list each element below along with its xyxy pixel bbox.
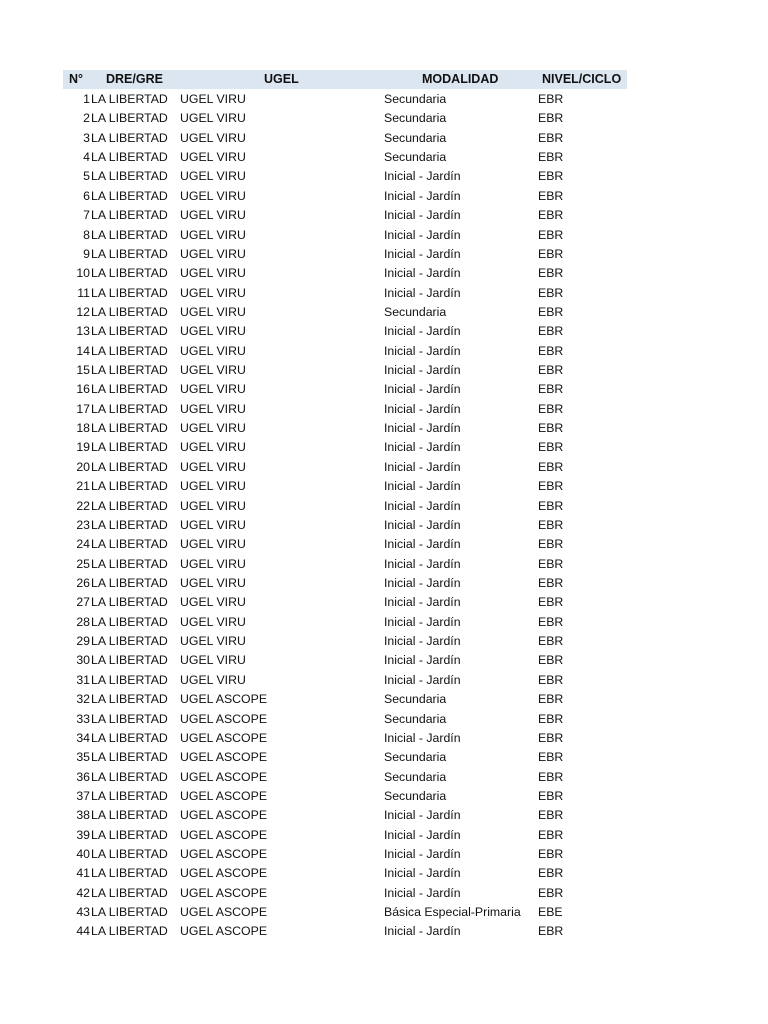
cell-nivel-ciclo: EBR — [538, 769, 564, 784]
cell-nivel-ciclo: EBR — [538, 653, 564, 668]
cell-nivel-ciclo: EBR — [538, 924, 564, 939]
cell-modalidad: Inicial - Jardín — [384, 517, 461, 532]
cell-dre-gre: LA LIBERTAD — [91, 517, 168, 532]
cell-ugel: UGEL VIRU — [180, 517, 246, 532]
cell-dre-gre: LA LIBERTAD — [91, 111, 168, 126]
cell-num: 8 — [83, 227, 90, 242]
cell-dre-gre: LA LIBERTAD — [91, 92, 168, 106]
cell-num: 43 — [76, 905, 90, 920]
cell-nivel-ciclo: EBR — [538, 324, 564, 339]
cell-num: 30 — [76, 653, 90, 668]
cell-modalidad: Inicial - Jardín — [384, 285, 461, 300]
cell-num: 40 — [76, 847, 90, 862]
cell-modalidad: Inicial - Jardín — [384, 459, 461, 474]
cell-ugel: UGEL ASCOPE — [180, 730, 268, 745]
cell-num: 26 — [76, 575, 90, 590]
cell-ugel: UGEL ASCOPE — [180, 769, 268, 784]
table-row — [63, 263, 627, 282]
cell-num: 28 — [76, 614, 90, 629]
cell-modalidad: Inicial - Jardín — [384, 363, 461, 378]
table-row — [63, 360, 627, 379]
cell-ugel: UGEL ASCOPE — [180, 692, 268, 707]
cell-num: 29 — [76, 634, 90, 649]
table-row — [63, 631, 627, 650]
cell-modalidad: Inicial - Jardín — [384, 266, 461, 281]
cell-modalidad: Inicial - Jardín — [384, 537, 461, 552]
cell-modalidad: Inicial - Jardín — [384, 827, 461, 842]
table-row — [63, 612, 627, 631]
cell-num: 20 — [76, 459, 90, 474]
cell-modalidad: Secundaria — [384, 92, 447, 106]
cell-num: 39 — [76, 827, 90, 842]
table-row — [63, 554, 627, 573]
cell-dre-gre: LA LIBERTAD — [91, 575, 168, 590]
cell-num: 34 — [76, 730, 90, 745]
cell-modalidad: Inicial - Jardín — [384, 653, 461, 668]
cell-nivel-ciclo: EBR — [538, 498, 564, 513]
cell-nivel-ciclo: EBR — [538, 711, 564, 726]
cell-dre-gre: LA LIBERTAD — [91, 440, 168, 455]
table-row — [63, 476, 627, 495]
cell-ugel: UGEL ASCOPE — [180, 866, 268, 881]
table-body — [63, 89, 627, 941]
table-row — [63, 844, 627, 863]
cell-nivel-ciclo: EBR — [538, 788, 564, 803]
cell-num: 41 — [76, 866, 90, 881]
spreadsheet-table — [63, 70, 627, 941]
table-row — [63, 302, 627, 321]
cell-dre-gre: LA LIBERTAD — [91, 924, 168, 939]
cell-ugel: UGEL VIRU — [180, 227, 246, 242]
cell-ugel: UGEL VIRU — [180, 401, 246, 416]
cell-num: 22 — [76, 498, 90, 513]
table-row — [63, 689, 627, 708]
cell-dre-gre: LA LIBERTAD — [91, 730, 168, 745]
cell-dre-gre: LA LIBERTAD — [91, 304, 168, 319]
cell-dre-gre: LA LIBERTAD — [91, 382, 168, 397]
cell-dre-gre: LA LIBERTAD — [91, 130, 168, 145]
table-row — [63, 496, 627, 515]
cell-ugel: UGEL VIRU — [180, 304, 246, 319]
cell-dre-gre: LA LIBERTAD — [91, 343, 168, 358]
cell-dre-gre: LA LIBERTAD — [91, 150, 168, 165]
cell-nivel-ciclo: EBR — [538, 537, 564, 552]
cell-nivel-ciclo: EBR — [538, 575, 564, 590]
table-row — [63, 786, 627, 805]
header-nivel-ciclo: NIVEL/CICLO — [542, 72, 622, 86]
cell-nivel-ciclo: EBR — [538, 634, 564, 649]
cell-ugel: UGEL VIRU — [180, 111, 246, 126]
cell-num: 9 — [83, 246, 90, 261]
cell-dre-gre: LA LIBERTAD — [91, 595, 168, 610]
cell-ugel: UGEL VIRU — [180, 498, 246, 513]
cell-ugel: UGEL VIRU — [180, 188, 246, 203]
cell-dre-gre: LA LIBERTAD — [91, 750, 168, 765]
cell-dre-gre: LA LIBERTAD — [91, 866, 168, 881]
cell-num: 4 — [83, 150, 90, 165]
cell-nivel-ciclo: EBR — [538, 459, 564, 474]
cell-modalidad: Secundaria — [384, 150, 447, 165]
cell-ugel: UGEL ASCOPE — [180, 905, 268, 920]
cell-dre-gre: LA LIBERTAD — [91, 246, 168, 261]
table-row — [63, 147, 627, 166]
cell-modalidad: Inicial - Jardín — [384, 246, 461, 261]
cell-num: 36 — [76, 769, 90, 784]
table-row — [63, 399, 627, 418]
cell-ugel: UGEL VIRU — [180, 285, 246, 300]
cell-dre-gre: LA LIBERTAD — [91, 556, 168, 571]
cell-ugel: UGEL VIRU — [180, 266, 246, 281]
cell-ugel: UGEL VIRU — [180, 343, 246, 358]
table-row — [63, 225, 627, 244]
cell-ugel: UGEL ASCOPE — [180, 924, 268, 939]
cell-nivel-ciclo: EBR — [538, 847, 564, 862]
cell-ugel: UGEL VIRU — [180, 634, 246, 649]
cell-modalidad: Secundaria — [384, 304, 447, 319]
cell-num: 35 — [76, 750, 90, 765]
cell-nivel-ciclo: EBR — [538, 556, 564, 571]
cell-num: 32 — [76, 692, 90, 707]
cell-modalidad: Secundaria — [384, 788, 447, 803]
cell-modalidad: Secundaria — [384, 769, 447, 784]
cell-nivel-ciclo: EBR — [538, 285, 564, 300]
cell-modalidad: Inicial - Jardín — [384, 634, 461, 649]
cell-nivel-ciclo: EBR — [538, 866, 564, 881]
cell-dre-gre: LA LIBERTAD — [91, 479, 168, 494]
cell-nivel-ciclo: EBR — [538, 421, 564, 436]
cell-dre-gre: LA LIBERTAD — [91, 827, 168, 842]
cell-ugel: UGEL ASCOPE — [180, 750, 268, 765]
cell-modalidad: Inicial - Jardín — [384, 421, 461, 436]
cell-modalidad: Básica Especial-Primaria — [384, 905, 521, 920]
cell-dre-gre: LA LIBERTAD — [91, 905, 168, 920]
cell-num: 2 — [83, 111, 90, 126]
cell-ugel: UGEL VIRU — [180, 363, 246, 378]
cell-num: 7 — [83, 208, 90, 223]
cell-ugel: UGEL VIRU — [180, 556, 246, 571]
cell-nivel-ciclo: EBR — [538, 885, 564, 900]
cell-ugel: UGEL VIRU — [180, 246, 246, 261]
cell-ugel: UGEL VIRU — [180, 653, 246, 668]
cell-ugel: UGEL VIRU — [180, 614, 246, 629]
cell-dre-gre: LA LIBERTAD — [91, 847, 168, 862]
table-row — [63, 534, 627, 553]
cell-dre-gre: LA LIBERTAD — [91, 885, 168, 900]
cell-dre-gre: LA LIBERTAD — [91, 769, 168, 784]
cell-ugel: UGEL VIRU — [180, 479, 246, 494]
cell-num: 23 — [76, 517, 90, 532]
cell-ugel: UGEL VIRU — [180, 150, 246, 165]
cell-modalidad: Inicial - Jardín — [384, 885, 461, 900]
table-row — [63, 805, 627, 824]
table-row — [63, 650, 627, 669]
table-header — [63, 70, 627, 89]
cell-dre-gre: LA LIBERTAD — [91, 401, 168, 416]
header-num: N° — [69, 72, 84, 86]
cell-nivel-ciclo: EBE — [538, 905, 563, 920]
cell-dre-gre: LA LIBERTAD — [91, 692, 168, 707]
cell-num: 27 — [76, 595, 90, 610]
cell-num: 42 — [76, 885, 90, 900]
cell-num: 3 — [83, 130, 90, 145]
table-row — [63, 747, 627, 766]
cell-dre-gre: LA LIBERTAD — [91, 808, 168, 823]
cell-nivel-ciclo: EBR — [538, 750, 564, 765]
cell-nivel-ciclo: EBR — [538, 130, 564, 145]
cell-nivel-ciclo: EBR — [538, 382, 564, 397]
cell-modalidad: Inicial - Jardín — [384, 556, 461, 571]
cell-dre-gre: LA LIBERTAD — [91, 188, 168, 203]
cell-dre-gre: LA LIBERTAD — [91, 537, 168, 552]
cell-dre-gre: LA LIBERTAD — [91, 788, 168, 803]
cell-nivel-ciclo: EBR — [538, 401, 564, 416]
cell-num: 5 — [83, 169, 90, 184]
cell-nivel-ciclo: EBR — [538, 169, 564, 184]
cell-nivel-ciclo: EBR — [538, 111, 564, 126]
table-row — [63, 186, 627, 205]
table-row — [63, 205, 627, 224]
cell-nivel-ciclo: EBR — [538, 672, 564, 687]
table-row — [63, 902, 627, 921]
table-row — [63, 767, 627, 786]
cell-dre-gre: LA LIBERTAD — [91, 498, 168, 513]
cell-ugel: UGEL VIRU — [180, 440, 246, 455]
cell-modalidad: Inicial - Jardín — [384, 924, 461, 939]
cell-nivel-ciclo: EBR — [538, 808, 564, 823]
cell-modalidad: Inicial - Jardín — [384, 847, 461, 862]
cell-modalidad: Inicial - Jardín — [384, 808, 461, 823]
cell-ugel: UGEL ASCOPE — [180, 711, 268, 726]
cell-num: 12 — [76, 304, 90, 319]
cell-ugel: UGEL VIRU — [180, 169, 246, 184]
cell-dre-gre: LA LIBERTAD — [91, 653, 168, 668]
cell-modalidad: Inicial - Jardín — [384, 382, 461, 397]
cell-dre-gre: LA LIBERTAD — [91, 169, 168, 184]
cell-modalidad: Inicial - Jardín — [384, 614, 461, 629]
cell-modalidad: Inicial - Jardín — [384, 169, 461, 184]
cell-modalidad: Secundaria — [384, 750, 447, 765]
cell-modalidad: Inicial - Jardín — [384, 479, 461, 494]
cell-ugel: UGEL VIRU — [180, 382, 246, 397]
cell-ugel: UGEL VIRU — [180, 537, 246, 552]
table-row — [63, 883, 627, 902]
table-row — [63, 728, 627, 747]
cell-nivel-ciclo: EBR — [538, 208, 564, 223]
cell-ugel: UGEL VIRU — [180, 324, 246, 339]
cell-num: 11 — [77, 285, 90, 300]
header-dre-gre: DRE/GRE — [106, 72, 163, 86]
cell-nivel-ciclo: EBR — [538, 266, 564, 281]
table-row — [63, 108, 627, 127]
table-row — [63, 825, 627, 844]
cell-dre-gre: LA LIBERTAD — [91, 266, 168, 281]
table-row — [63, 321, 627, 340]
cell-num: 24 — [76, 537, 90, 552]
table-row — [63, 670, 627, 689]
cell-nivel-ciclo: EBR — [538, 150, 564, 165]
cell-dre-gre: LA LIBERTAD — [91, 208, 168, 223]
cell-nivel-ciclo: EBR — [538, 188, 564, 203]
header-modalidad: MODALIDAD — [422, 72, 499, 86]
cell-modalidad: Secundaria — [384, 111, 447, 126]
cell-ugel: UGEL VIRU — [180, 130, 246, 145]
cell-nivel-ciclo: EBR — [538, 304, 564, 319]
cell-modalidad: Inicial - Jardín — [384, 343, 461, 358]
table-row — [63, 166, 627, 185]
cell-ugel: UGEL VIRU — [180, 459, 246, 474]
cell-dre-gre: LA LIBERTAD — [91, 459, 168, 474]
header-ugel: UGEL — [264, 72, 299, 86]
cell-ugel: UGEL VIRU — [180, 575, 246, 590]
cell-num: 16 — [76, 382, 90, 397]
cell-ugel: UGEL ASCOPE — [180, 885, 268, 900]
cell-dre-gre: LA LIBERTAD — [91, 324, 168, 339]
cell-nivel-ciclo: EBR — [538, 730, 564, 745]
cell-dre-gre: LA LIBERTAD — [91, 227, 168, 242]
table-row — [63, 128, 627, 147]
cell-ugel: UGEL VIRU — [180, 672, 246, 687]
cell-modalidad: Secundaria — [384, 692, 447, 707]
cell-modalidad: Inicial - Jardín — [384, 575, 461, 590]
cell-num: 6 — [83, 188, 90, 203]
cell-ugel: UGEL VIRU — [180, 208, 246, 223]
table-row — [63, 418, 627, 437]
cell-num: 25 — [76, 556, 90, 571]
table-row — [63, 457, 627, 476]
cell-modalidad: Secundaria — [384, 130, 447, 145]
cell-dre-gre: LA LIBERTAD — [91, 363, 168, 378]
cell-nivel-ciclo: EBR — [538, 92, 564, 106]
cell-num: 13 — [76, 324, 90, 339]
cell-nivel-ciclo: EBR — [538, 692, 564, 707]
cell-ugel: UGEL VIRU — [180, 421, 246, 436]
cell-num: 38 — [76, 808, 90, 823]
cell-nivel-ciclo: EBR — [538, 614, 564, 629]
cell-nivel-ciclo: EBR — [538, 517, 564, 532]
cell-modalidad: Secundaria — [384, 711, 447, 726]
cell-modalidad: Inicial - Jardín — [384, 730, 461, 745]
cell-num: 44 — [76, 924, 90, 939]
table-row — [63, 863, 627, 882]
cell-modalidad: Inicial - Jardín — [384, 324, 461, 339]
cell-dre-gre: LA LIBERTAD — [91, 634, 168, 649]
cell-num: 37 — [76, 788, 90, 803]
table-row — [63, 709, 627, 728]
cell-modalidad: Inicial - Jardín — [384, 672, 461, 687]
cell-modalidad: Inicial - Jardín — [384, 498, 461, 513]
cell-modalidad: Inicial - Jardín — [384, 227, 461, 242]
cell-num: 1 — [83, 92, 90, 106]
cell-modalidad: Inicial - Jardín — [384, 440, 461, 455]
cell-num: 19 — [76, 440, 90, 455]
cell-dre-gre: LA LIBERTAD — [91, 614, 168, 629]
cell-nivel-ciclo: EBR — [538, 363, 564, 378]
cell-nivel-ciclo: EBR — [538, 595, 564, 610]
table-row — [63, 573, 627, 592]
table-row — [63, 515, 627, 534]
table-row — [63, 921, 627, 940]
table-row — [63, 437, 627, 456]
cell-modalidad: Inicial - Jardín — [384, 866, 461, 881]
cell-dre-gre: LA LIBERTAD — [91, 672, 168, 687]
table-row — [63, 283, 627, 302]
cell-num: 18 — [76, 421, 90, 436]
cell-modalidad: Inicial - Jardín — [384, 208, 461, 223]
cell-ugel: UGEL VIRU — [180, 92, 246, 106]
cell-dre-gre: LA LIBERTAD — [91, 711, 168, 726]
cell-dre-gre: LA LIBERTAD — [91, 421, 168, 436]
cell-nivel-ciclo: EBR — [538, 827, 564, 842]
table-row — [63, 592, 627, 611]
cell-num: 10 — [76, 266, 90, 281]
cell-modalidad: Inicial - Jardín — [384, 595, 461, 610]
cell-ugel: UGEL ASCOPE — [180, 847, 268, 862]
table-row — [63, 341, 627, 360]
cell-num: 31 — [76, 672, 90, 687]
cell-num: 15 — [76, 363, 90, 378]
cell-modalidad: Inicial - Jardín — [384, 188, 461, 203]
cell-ugel: UGEL ASCOPE — [180, 827, 268, 842]
cell-nivel-ciclo: EBR — [538, 246, 564, 261]
table-row — [63, 379, 627, 398]
cell-num: 33 — [76, 711, 90, 726]
cell-nivel-ciclo: EBR — [538, 479, 564, 494]
cell-dre-gre: LA LIBERTAD — [91, 285, 168, 300]
cell-ugel: UGEL ASCOPE — [180, 808, 268, 823]
table-row — [63, 89, 627, 108]
cell-num: 17 — [76, 401, 90, 416]
table-row — [63, 244, 627, 263]
cell-ugel: UGEL ASCOPE — [180, 788, 268, 803]
cell-modalidad: Inicial - Jardín — [384, 401, 461, 416]
cell-num: 21 — [76, 479, 90, 494]
cell-nivel-ciclo: EBR — [538, 227, 564, 242]
cell-ugel: UGEL VIRU — [180, 595, 246, 610]
cell-nivel-ciclo: EBR — [538, 440, 564, 455]
cell-num: 14 — [76, 343, 90, 358]
cell-nivel-ciclo: EBR — [538, 343, 564, 358]
